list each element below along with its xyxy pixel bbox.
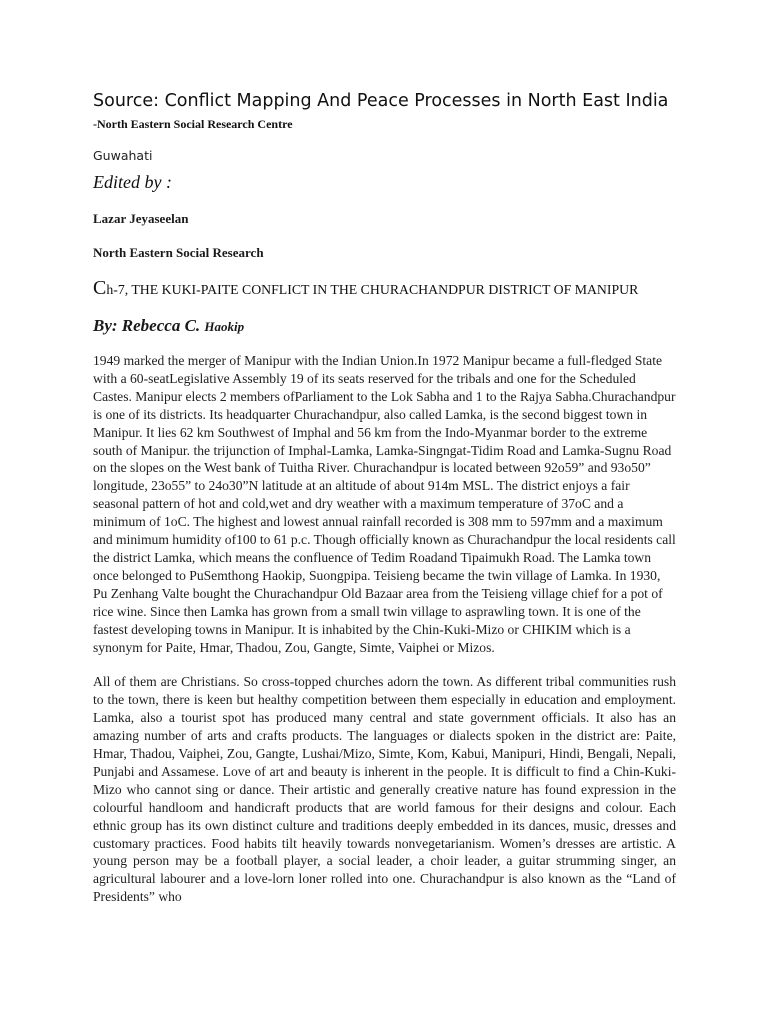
body-paragraph-1: 1949 marked the merger of Manipur with the Indian Union.In 1972 Manipur became a full-fledged State with a 60-seatLegislative Assembly 19 of its seats reserved for the tribals and one for the Scheduled Castes. Manipur elects 2 members ofParliament to the Lok Sabha and 1 to the Rajya Sabha.Churachandpur is one of its districts. Its headquarter Churachandpur, also called Lamka, is the second biggest town in Manipur. It lies 62 km Southwest of Imphal and 56 km from the Indo-Myanmar border to the extreme south of Manipur. the trijunction of Imphal-Lamka, Lamka-Singngat-Tidim Road and Lamka-Sugnu Road on the slopes on the West bank of Tuitha River. Churachandpur is located between 92o59” and 93o50” longitude, 23o55” to 24o30”N latitude at an altitude of about 914m MSL. The district enjoys a fair seasonal pattern of hot and cold,wet and dry weather with a maximum temperature of 37oC and a minimum of 1oC. The highest and lowest annual rainfall recorded is 308 mm to 597mm and a maximum and minimum humidity of100 to 61 p.c. Though officially known as Churachandpur the local residents call the district Lamka, which means the confluence of Tedim Roadand Tipaimukh Road. The Lamka town once belonged to PuSemthong Haokip, Suongpipa. Teisieng became the twin village of Lamka. In 1930, Pu Zenhang Valte bought the Churachandpur Old Bazaar area from the Teisieng village chief for a pot of rice wine. Since then Lamka has grown from a small twin village to asprawling town. It is one of the fastest developing towns in Manipur. It is inhabited by the Chin-Kuki-Mizo or CHIKIM which is a synonym for Paite, Hmar, Thadou, Zou, Gangte, Simte, Vaiphei or Mizos.	[93, 353, 676, 655]
edited-by-label: Edited by :	[93, 172, 172, 192]
source-title: Source: Conflict Mapping And Peace Processes in North East India	[93, 91, 669, 111]
source-organization: -North Eastern Social Research Centre	[93, 117, 293, 131]
chapter-title-text: h-7, THE KUKI-PAITE CONFLICT IN THE CHURACHANDPUR DISTRICT OF MANIPUR	[106, 282, 639, 297]
editor-name: Lazar Jeyaseelan	[93, 211, 189, 226]
publisher-name: North Eastern Social Research	[93, 245, 264, 260]
author-surname: Haokip	[204, 319, 245, 334]
chapter-title	[93, 279, 676, 299]
chapter-initial: C	[93, 277, 107, 299]
author-name: By: Rebecca C.	[93, 316, 201, 335]
source-line	[93, 90, 676, 135]
document-page	[93, 90, 676, 906]
body-paragraph-2: All of them are Christians. So cross-topped churches adorn the town. As different tribal communities rush to the town, there is keen but healthy competition between them especially in education and employment. Lamka, also a tourist spot has produced many central and state government officials. It also has an amazing number of arts and crafts products. The languages or dialects spoken in the district are: Paite, Hmar, Thadou, Vaiphei, Zou, Gangte, Lushai/Mizo, Simte, Kom, Kabui, Manipuri, Hindi, Bengali, Nepali, Punjabi and Assamese. Love of art and beauty is inherent in the people. It is difficult to find a Chin-Kuki-Mizo who cannot sing or dance. Their artistic and generally creative nature has found expression in the colourful handloom and handicraft products that are world famous for their designs and colour. Each ethnic group has its own distinct culture and traditions deeply embedded in its dances, music, dresses and customary practices. Food habits tilt heavily towards nonvegetarianism. Women’s dresses are artistic. A young person may be a football player, a social leader, a choir leader, a guitar strumming singer, an agricultural labourer and a love-lorn loner rolled into one. Churachandpur is also known as the “Land of Presidents” who	[93, 674, 676, 905]
city-line: Guwahati	[93, 148, 153, 163]
author-byline	[93, 316, 676, 336]
